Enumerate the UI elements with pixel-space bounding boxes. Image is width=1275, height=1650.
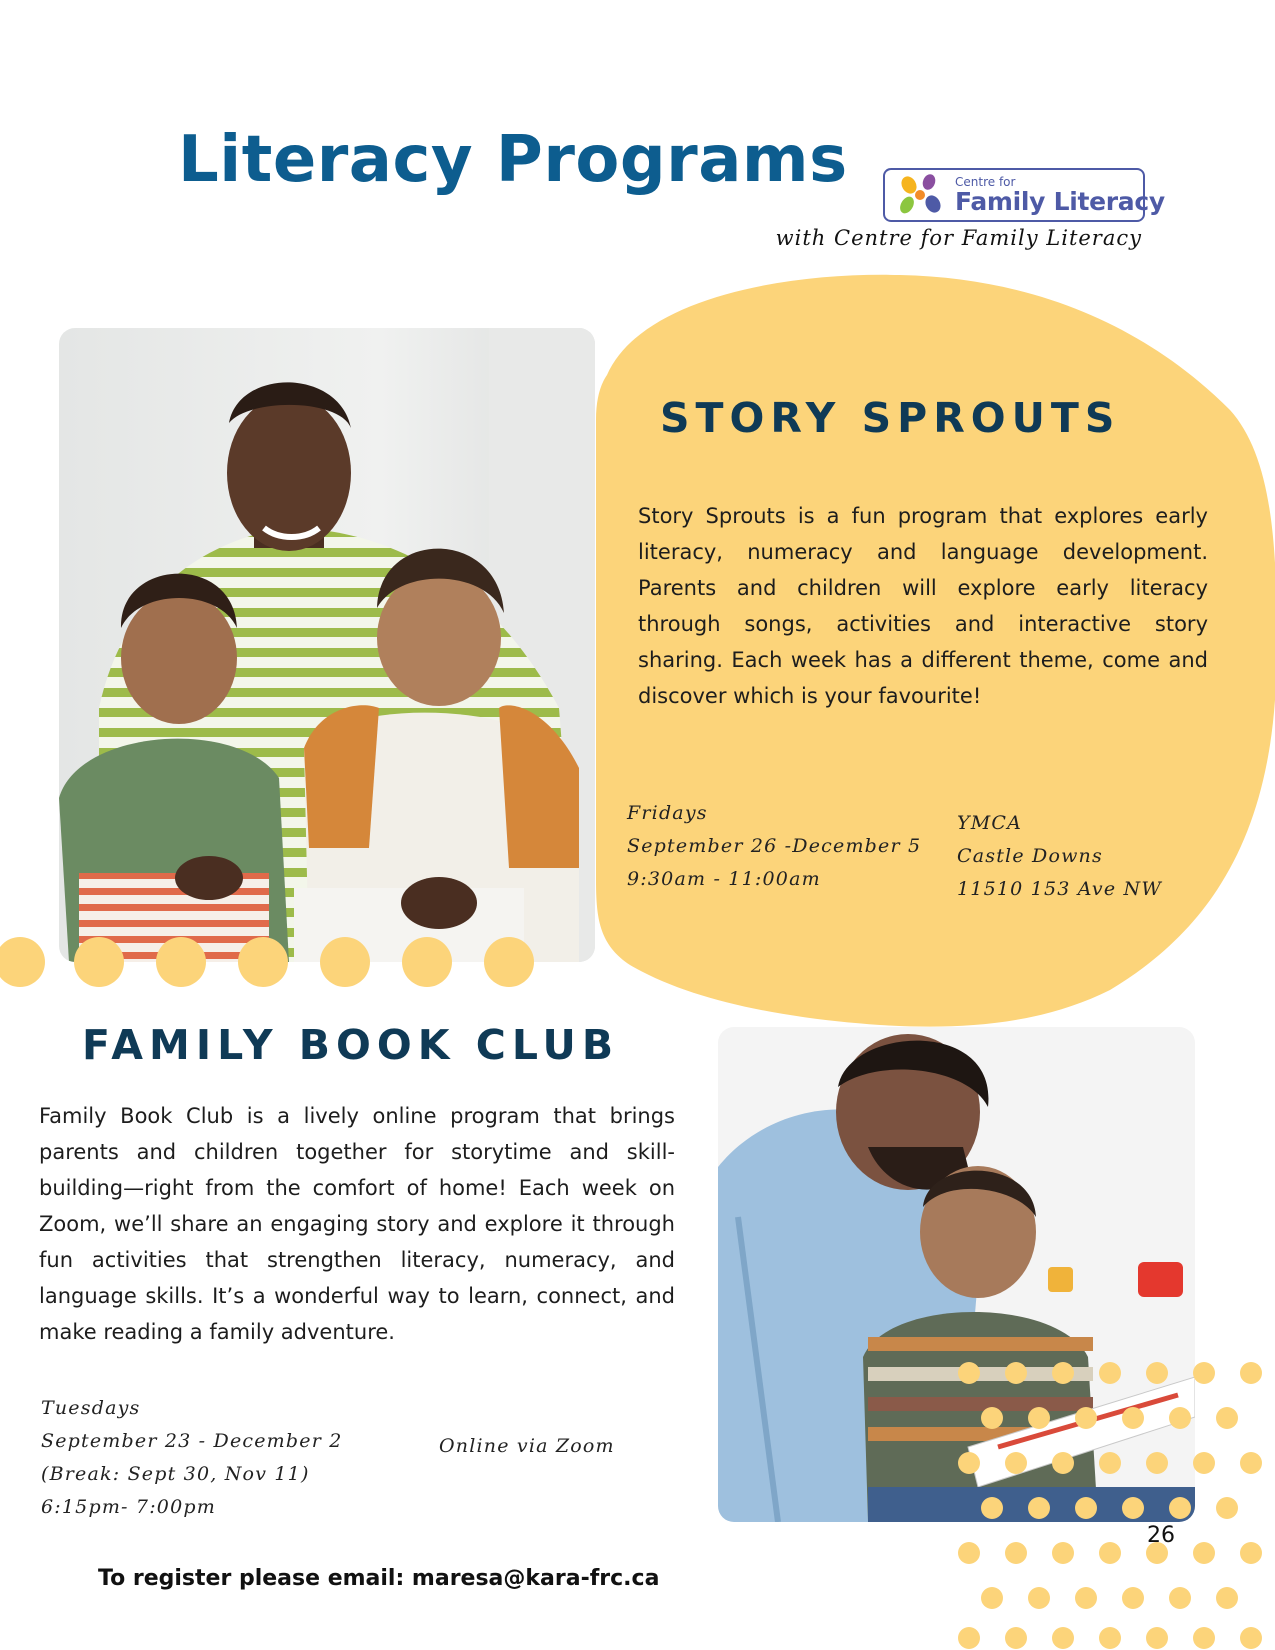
decorative-dot: [981, 1587, 1003, 1609]
story-sprouts-schedule: [627, 797, 921, 896]
decorative-dot: [1099, 1452, 1121, 1474]
decorative-dot: [1028, 1497, 1050, 1519]
story-sprouts-area: Castle Downs: [957, 845, 1103, 867]
decorative-dot: [1240, 1362, 1262, 1384]
decorative-dot: [981, 1407, 1003, 1429]
decorative-dot: [958, 1627, 980, 1649]
story-sprouts-description: Story Sprouts is a fun program that explores early literacy, numeracy and language development. Parents and children will explore early literacy through songs, activities and interactive story sharing. Each week has a different theme, come and discover which is your favourite!: [638, 504, 1208, 708]
decorative-dot: [1216, 1407, 1238, 1429]
family-book-club-dates: September 23 - December 2: [41, 1430, 343, 1452]
decorative-dot: [1005, 1542, 1027, 1564]
family-book-club-break: (Break: Sept 30, Nov 11): [41, 1463, 310, 1485]
story-sprouts-address: 11510 153 Ave NW: [957, 878, 1163, 900]
decorative-dot: [156, 937, 206, 987]
decorative-dot: [1099, 1542, 1121, 1564]
page-subtitle: with Centre for Family Literacy: [775, 226, 1142, 250]
decorative-dot: [1193, 1362, 1215, 1384]
decorative-dot: [1122, 1407, 1144, 1429]
decorative-dot: [1075, 1497, 1097, 1519]
family-book-club-day: Tuesdays: [41, 1397, 141, 1419]
decorative-dot: [1052, 1542, 1074, 1564]
decorative-dot: [320, 937, 370, 987]
mother-with-toddlers-photo: [59, 328, 595, 962]
family-book-club-time: 6:15pm- 7:00pm: [41, 1496, 216, 1518]
decorative-dot: [1193, 1542, 1215, 1564]
decorative-dot: [1240, 1627, 1262, 1649]
decorative-dot: [1240, 1542, 1262, 1564]
decorative-dot: [1193, 1627, 1215, 1649]
story-sprouts-dates: September 26 -December 5: [627, 835, 922, 857]
decorative-dot: [958, 1452, 980, 1474]
decorative-dot: [1028, 1587, 1050, 1609]
page-title: Literacy Programs: [178, 123, 848, 197]
story-sprouts-time: 9:30am - 11:00am: [627, 868, 821, 890]
decorative-dot: [1075, 1407, 1097, 1429]
decorative-dot: [1169, 1587, 1191, 1609]
family-book-club-schedule: [41, 1392, 343, 1524]
centre-for-family-literacy-logo: [883, 168, 1165, 222]
logo-line-1: Centre for: [955, 175, 1016, 189]
story-sprouts-day: Fridays: [627, 802, 708, 824]
decorative-dot: [1216, 1497, 1238, 1519]
decorative-dot: [958, 1542, 980, 1564]
decorative-dot: [1146, 1452, 1168, 1474]
logo-line-2: Family Literacy: [955, 187, 1165, 216]
decorative-dot: [402, 937, 452, 987]
decorative-dot: [981, 1497, 1003, 1519]
decorative-dot: [1193, 1452, 1215, 1474]
decorative-dot: [1028, 1407, 1050, 1429]
decorative-dot: [1005, 1627, 1027, 1649]
decorative-dot: [1240, 1452, 1262, 1474]
decorative-dot: [1216, 1587, 1238, 1609]
decorative-dot: [74, 937, 124, 987]
story-sprouts-venue: YMCA: [957, 812, 1023, 834]
family-book-club-heading: FAMILY BOOK CLUB: [82, 1021, 620, 1069]
family-book-club-location: Online via Zoom: [439, 1435, 615, 1457]
decorative-dot: [1052, 1362, 1074, 1384]
decorative-dot: [238, 937, 288, 987]
page-number: 26: [1147, 1523, 1175, 1548]
family-book-club-description: Family Book Club is a lively online program that brings parents and children together for storytime and skill-building—right from the comfort of home! Each week on Zoom, we’ll share an engaging story and explore it through fun activities that strengthen literacy, numeracy, and language skills. It’s a wonderful way to learn, connect, and make reading a family adventure.: [39, 1104, 675, 1344]
father-reading-with-son-photo: [718, 1027, 1195, 1522]
decorative-dot: [1146, 1627, 1168, 1649]
decorative-dot: [1075, 1587, 1097, 1609]
decorative-dot: [1122, 1587, 1144, 1609]
decorative-dot: [1052, 1627, 1074, 1649]
story-sprouts-heading: STORY SPROUTS: [660, 394, 1121, 442]
decorative-dot: [958, 1362, 980, 1384]
decorative-dot: [1169, 1407, 1191, 1429]
decorative-dot: [1169, 1497, 1191, 1519]
decorative-dot: [1099, 1362, 1121, 1384]
decorative-dot: [1052, 1452, 1074, 1474]
story-sprouts-location: [957, 807, 1162, 906]
decorative-dot: [484, 937, 534, 987]
registration-email-note: To register please email: maresa@kara-frc.ca: [98, 1566, 660, 1591]
decorative-dot: [1005, 1362, 1027, 1384]
decorative-dot: [1146, 1362, 1168, 1384]
decorative-dot: [1099, 1627, 1121, 1649]
flower-logo-icon: [893, 174, 951, 218]
decorative-dot: [1122, 1497, 1144, 1519]
decorative-dot: [1005, 1452, 1027, 1474]
